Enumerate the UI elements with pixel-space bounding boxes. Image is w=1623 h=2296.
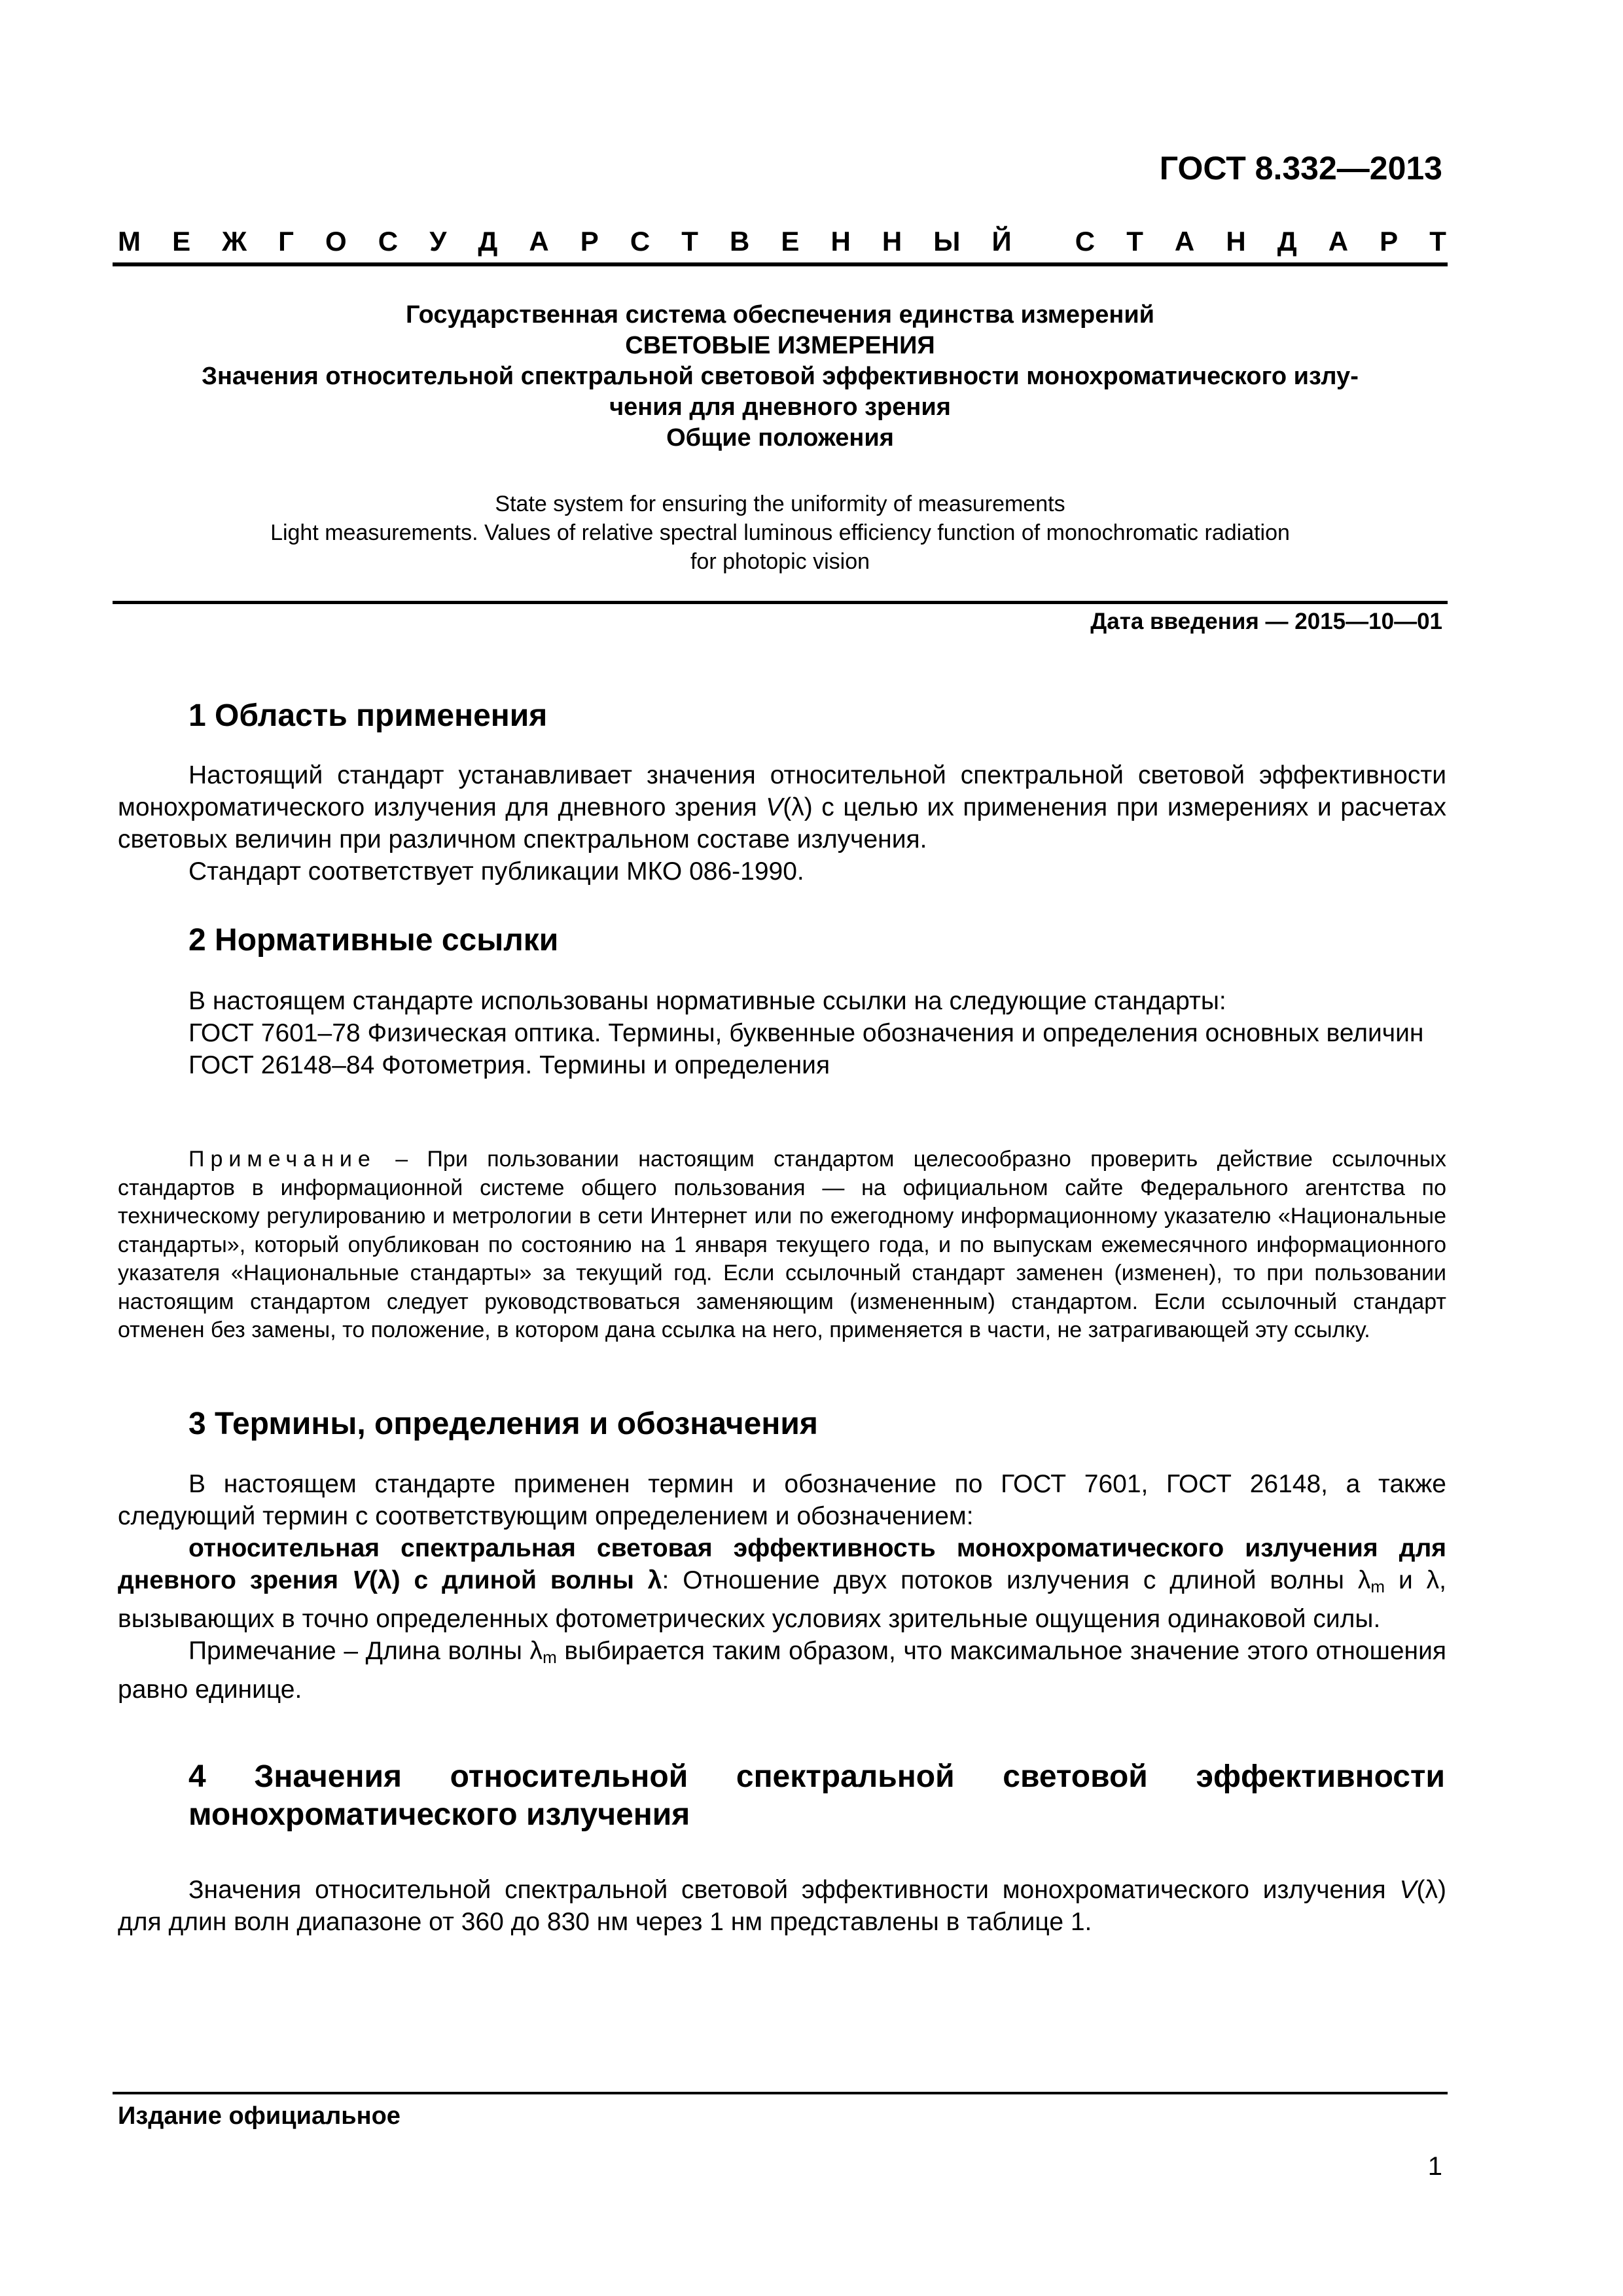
interstate-letter: А [529,226,549,257]
interstate-letter: Д [1277,226,1297,257]
section-4-paragraph-1: Значения относительной спектральной световой эффективности монохроматического излучения V(λ) для длин волн диапазоне от 360 до 830 нм через 1 нм представлены в таблице 1. [118,1876,1446,1936]
title-line-2: СВЕТОВЫЕ ИЗМЕРЕНИЯ [625,332,935,359]
interstate-letter: Р [580,226,599,257]
title-rule [113,601,1448,604]
section-1-paragraph-2: Стандарт соответствует публикации МКО 086-1990. [188,857,804,886]
title-line-1: Государственная система обеспечения единства измерений [405,301,1155,329]
note-text: – При пользовании настоящим стандартом целесообразно проверить действие ссылочных стандартов в информационной системе общего пользования — на официальном сайте Федерального агентства по техническому регулированию и метрологии в сети Интернет или по ежегодному информационному указателю «Национальные стандарты», который опубликован по состоянию на 1 января текущего года, и по выпускам ежемесячного информационного указателя «Национальные стандарты» за текущий год. Если ссылочный стандарт заменен (изменен), то при пользовании настоящим стандартом следует руководствоваться заменяющим (измененным) стандартом. Если ссылочный стандарт отменен без замены, то положение, в котором дана ссылка на него, применяется в части, не затрагивающей эту ссылку. [118,1147,1446,1342]
section-4-heading: 4 Значения относительной спектральной световой эффективности монохроматического излучения [188,1759,1445,1832]
section-1-heading: 1 Область применения [188,698,548,733]
english-title-line-3: for photopic vision [690,549,870,574]
interstate-letter: В [729,226,750,257]
introduction-date: Дата введения — 2015—10—01 [1090,609,1442,634]
official-edition-label: Издание официальное [118,2102,401,2130]
interstate-standard-heading [118,226,1446,257]
section-1-body [118,759,1446,888]
interstate-letter: Н [830,226,851,257]
interstate-letter: Т [681,226,698,257]
interstate-letter: Ы [933,226,961,257]
title-line-4: чения для дневного зрения [609,393,951,421]
section-2-paragraph-1: В настоящем стандарте использованы нормативные ссылки на следующие стандарты: [188,987,1226,1015]
interstate-letter: О [325,226,347,257]
interstate-letter: Й [991,226,1012,257]
interstate-letter: У [429,226,447,257]
interstate-letter: Т [1429,226,1446,257]
section-3-note: Примечание – Длина волны $\lambda_m$ выбирается таким образом, что максимальное значение этого отношения равно единице. [118,1637,1447,1704]
note-label: Примечание [188,1147,376,1172]
interstate-letter: А [1174,226,1195,257]
footer-rule [113,2092,1448,2094]
section-1-paragraph-1: Настоящий стандарт устанавливает значения относительной спектральной световой эффективности монохроматического излучения для дневного зрения V(λ) с целью их применения при измерениях и расчетах световых величин при различном спектральном составе излучения. [118,761,1446,853]
interstate-letter: Ж [222,226,247,257]
interstate-letter: Е [781,226,800,257]
interstate-letter: С [1075,226,1096,257]
interstate-letter: М [118,226,141,257]
section-3-heading: 3 Термины, определения и обозначения [188,1407,818,1441]
interstate-letter: Д [478,226,498,257]
interstate-word-gap [1043,226,1044,257]
gost-number: ГОСТ 8.332—2013 [1159,150,1442,187]
interstate-letter: Н [882,226,902,257]
section-3-body [118,1468,1446,1706]
interstate-letter: Р [1380,226,1399,257]
english-title-line-1: State system for ensuring the uniformity of measurements [495,492,1065,516]
interstate-letter: Е [172,226,191,257]
english-title-line-2: Light measurements. Values of relative spectral luminous efficiency function of monochromatic radiation [270,520,1290,545]
title-line-3: Значения относительной спектральной световой эффективности монохроматического излу- [202,363,1359,390]
section-2-note [118,1145,1446,1345]
interstate-letter: А [1328,226,1349,257]
interstate-letter: С [630,226,651,257]
section-2-heading: 2 Нормативные ссылки [188,923,559,958]
section-2-body [118,985,1446,1081]
section-4-body [118,1874,1446,1938]
section-3-paragraph-1: В настоящем стандарте применен термин и обозначение по ГОСТ 7601, ГОСТ 26148, а также следующий термин с соответствующим определением и обозначением: [118,1470,1446,1530]
interstate-letter: Н [1226,226,1246,257]
interstate-letter: Т [1126,226,1143,257]
english-title [113,490,1448,576]
interstate-letter: С [378,226,399,257]
section-2-reference-2: ГОСТ 26148–84 Фотометрия. Термины и определения [188,1051,830,1079]
interstate-letter: Г [278,226,294,257]
title-line-5: Общие положения [666,424,894,452]
page-number: 1 [1427,2152,1442,2181]
header-rule [113,262,1448,266]
section-2-reference-1: ГОСТ 7601–78 Физическая оптика. Термины, буквенные обозначения и определения основных величин [188,1019,1424,1047]
section-3-term-definition: относительная спектральная световая эффективность монохроматического излучения для дневного зрения V(λ) с длиной волны λ: Отношение двух потоков излучения с длиной волны $\lambda_m$ и λ, вызывающих в точно определенных фотометрических условиях зрительные ощущения одинаковой силы. [118,1534,1447,1633]
document-title [113,300,1448,454]
